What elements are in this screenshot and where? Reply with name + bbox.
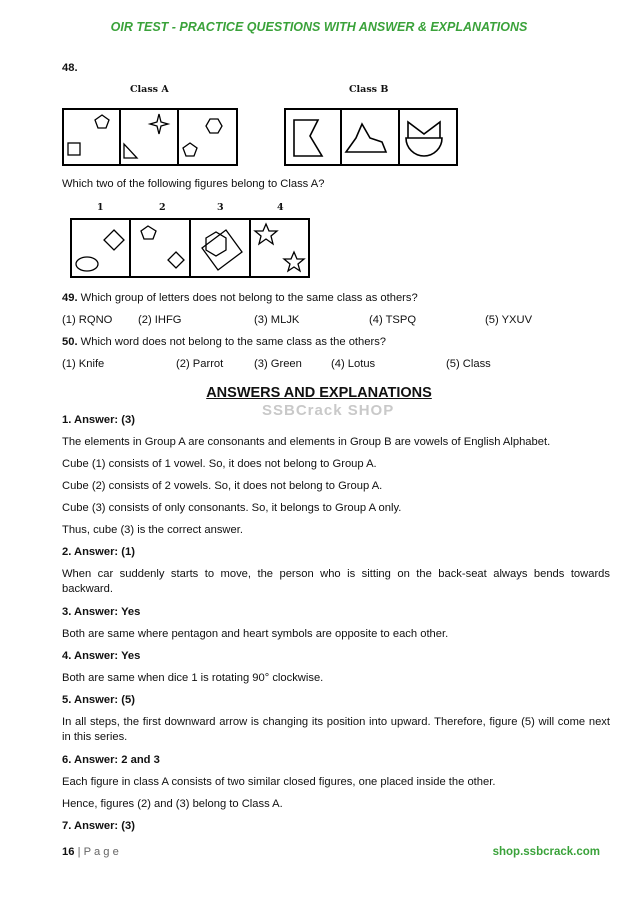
watermark: SSBCrack SHOP bbox=[262, 402, 395, 419]
class-a-label: Class A bbox=[130, 84, 169, 95]
answer-2-heading: 2. Answer: (1) bbox=[62, 546, 135, 558]
option-figures bbox=[70, 218, 310, 278]
answer-6-line: Each figure in class A consists of two similar closed figures, one placed inside the other. bbox=[62, 776, 496, 788]
page-footer-number bbox=[62, 846, 119, 858]
answer-1-line: Thus, cube (3) is the correct answer. bbox=[62, 524, 243, 536]
question-48-number: 48. bbox=[62, 62, 78, 74]
page-label: | P a g e bbox=[77, 846, 119, 858]
option-number-4: 4 bbox=[277, 202, 284, 213]
q49-option-4: (4) TSPQ bbox=[369, 314, 417, 326]
answer-5-heading: 5. Answer: (5) bbox=[62, 694, 135, 706]
question-49-number: 49. bbox=[62, 292, 78, 304]
class-b-figures bbox=[284, 108, 458, 166]
question-49 bbox=[62, 291, 418, 305]
page-header: OIR TEST - PRACTICE QUESTIONS WITH ANSWER & EXPLANATIONS bbox=[110, 20, 528, 34]
answer-4-line: Both are same when dice 1 is rotating 90° clockwise. bbox=[62, 672, 324, 684]
answer-3-line: Both are same where pentagon and heart symbols are opposite to each other. bbox=[62, 628, 449, 640]
option-number-2: 2 bbox=[159, 202, 166, 213]
q49-option-1: (1) RQNO bbox=[62, 314, 113, 326]
question-50 bbox=[62, 335, 386, 349]
q49-option-3: (3) MLJK bbox=[254, 314, 300, 326]
answer-1-heading: 1. Answer: (3) bbox=[62, 414, 135, 426]
answer-3-heading: 3. Answer: Yes bbox=[62, 606, 141, 618]
q50-option-5: (5) Class bbox=[446, 358, 491, 370]
footer-site-link[interactable]: shop.ssbcrack.com bbox=[492, 846, 600, 858]
q50-option-3: (3) Green bbox=[254, 358, 302, 370]
answer-1-line: Cube (3) consists of only consonants. So, it belongs to Group A only. bbox=[62, 502, 402, 514]
question-50-text: Which word does not belong to the same class as the others? bbox=[80, 336, 387, 348]
q50-option-4: (4) Lotus bbox=[331, 358, 376, 370]
option-number-3: 3 bbox=[217, 202, 224, 213]
answer-4-heading: 4. Answer: Yes bbox=[62, 650, 141, 662]
answer-1-line: Cube (2) consists of 2 vowels. So, it does not belong to Group A. bbox=[62, 480, 383, 492]
class-a-figures bbox=[62, 108, 238, 166]
question-50-number: 50. bbox=[62, 336, 78, 348]
answer-7-heading: 7. Answer: (3) bbox=[62, 820, 135, 832]
q50-option-1: (1) Knife bbox=[62, 358, 105, 370]
answer-2-line: When car suddenly starts to move, the person who is sitting on the back-seat always bends towards backward. bbox=[62, 568, 610, 595]
question-48-text: Which two of the following figures belong to Class A? bbox=[62, 178, 325, 190]
answers-title: ANSWERS AND EXPLANATIONS bbox=[206, 385, 432, 401]
q49-option-5: (5) YXUV bbox=[485, 314, 533, 326]
q49-option-2: (2) IHFG bbox=[138, 314, 182, 326]
answer-1-line: Cube (1) consists of 1 vowel. So, it does not belong to Group A. bbox=[62, 458, 377, 470]
question-49-text: Which group of letters does not belong to the same class as others? bbox=[80, 292, 418, 304]
q50-option-2: (2) Parrot bbox=[176, 358, 224, 370]
answer-6-line: Hence, figures (2) and (3) belong to Class A. bbox=[62, 798, 283, 810]
answer-5-line: In all steps, the first downward arrow is changing its position into upward. Therefore, figure (5) will come next in this series. bbox=[62, 716, 610, 743]
page-number: 16 bbox=[62, 846, 75, 858]
answer-1-line: The elements in Group A are consonants and elements in Group B are vowels of English Alphabet. bbox=[62, 436, 551, 448]
option-number-1: 1 bbox=[97, 202, 104, 213]
answer-6-heading: 6. Answer: 2 and 3 bbox=[62, 754, 160, 766]
class-b-label: Class B bbox=[349, 84, 389, 95]
